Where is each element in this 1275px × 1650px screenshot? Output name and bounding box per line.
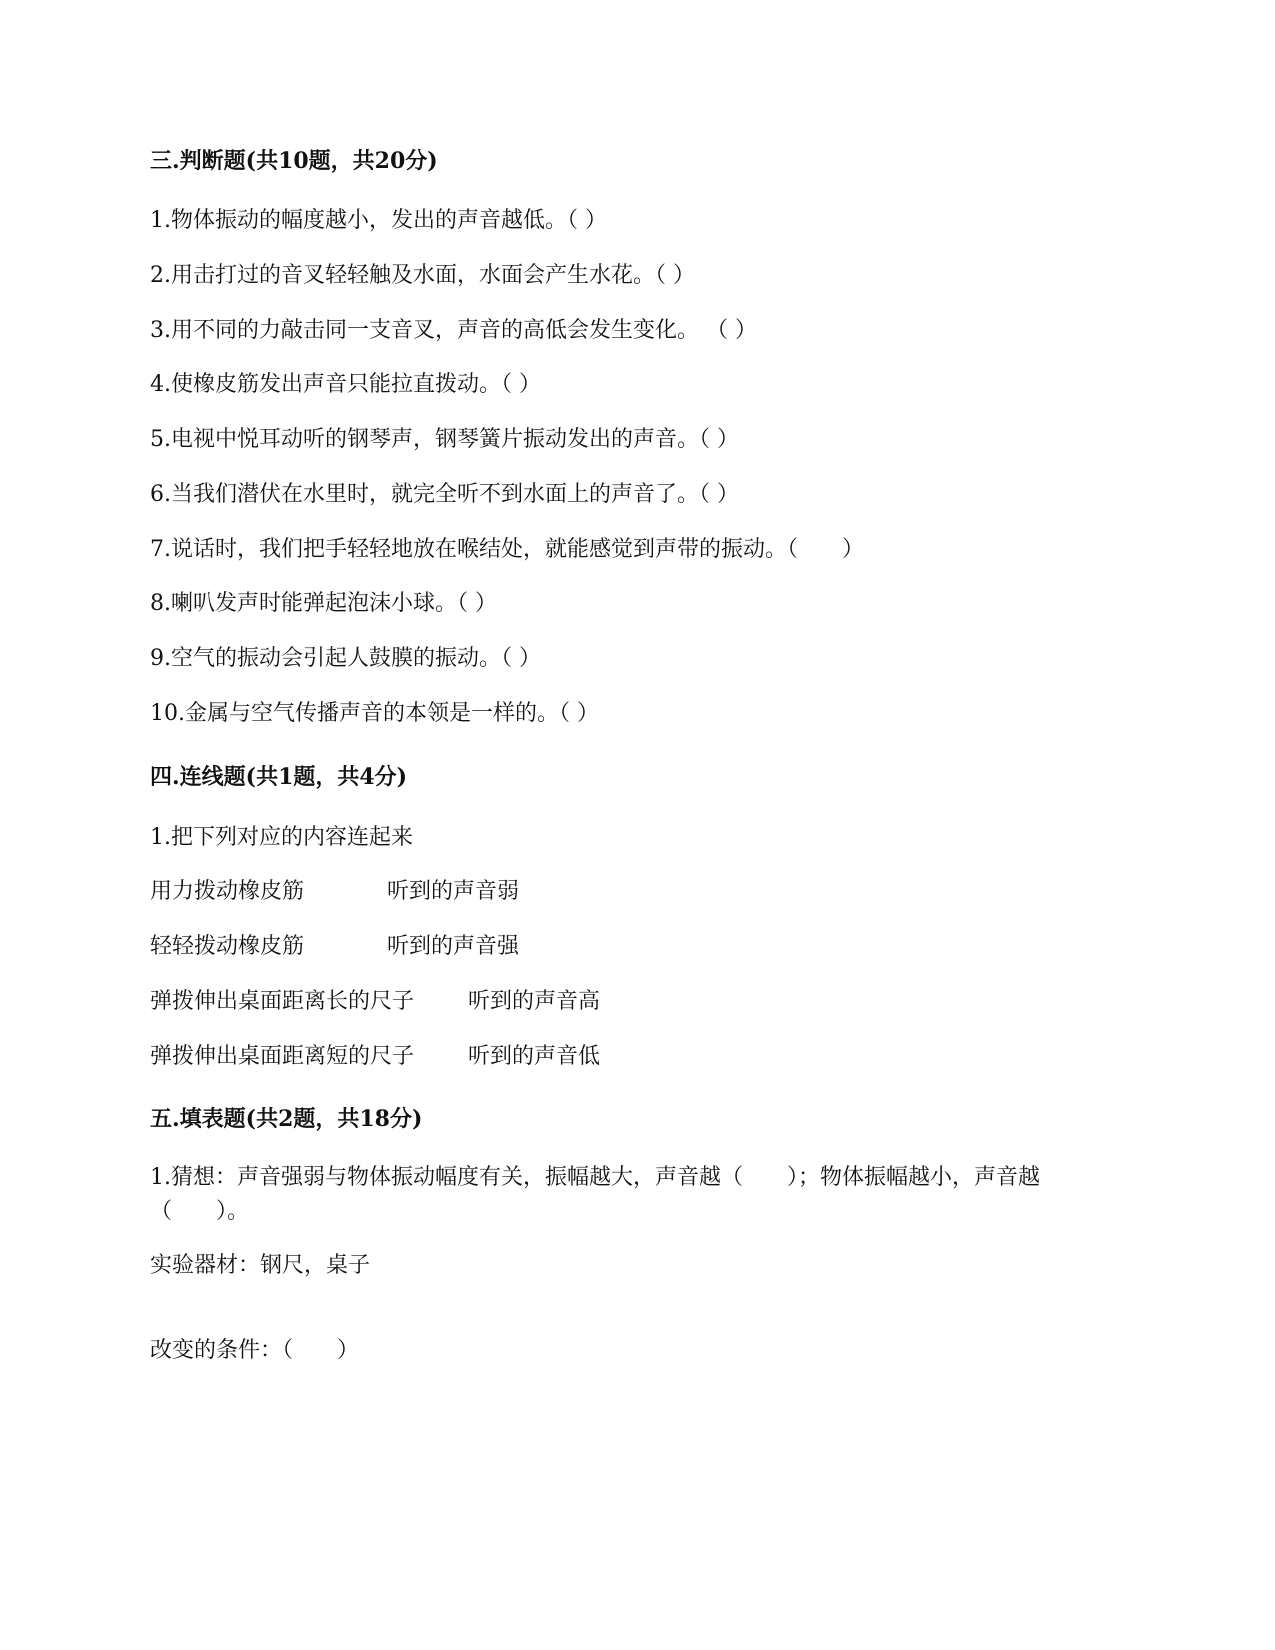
matching-left-3: 弹拨伸出桌面距离长的尺子 xyxy=(150,989,415,1014)
matching-left-1: 用力拨动橡皮筋 xyxy=(150,879,305,904)
changed-condition: 改变的条件：（ ） xyxy=(150,1338,360,1363)
matching-row-3 xyxy=(150,987,600,1017)
judgment-item-1: 1.物体振动的幅度越小，发出的声音越低。（ ） xyxy=(150,208,607,233)
section-4-heading: 四.连线题(共1题，共4分) xyxy=(150,764,408,790)
matching-row-1 xyxy=(150,877,519,907)
matching-left-4: 弹拨伸出桌面距离短的尺子 xyxy=(150,1044,415,1069)
judgment-item-8: 8.喇叭发声时能弹起泡沫小球。（ ） xyxy=(150,591,497,616)
section-3-heading: 三.判断题(共10题，共20分) xyxy=(150,148,438,174)
matching-right-3: 听到的声音高 xyxy=(468,989,601,1014)
judgment-item-2: 2.用击打过的音叉轻轻触及水面，水面会产生水花。（ ） xyxy=(150,263,695,288)
matching-right-1: 听到的声音弱 xyxy=(387,879,520,904)
judgment-item-7: 7.说话时，我们把手轻轻地放在喉结处，就能感觉到声带的振动。（ ） xyxy=(150,537,864,562)
judgment-item-4: 4.使橡皮筋发出声音只能拉直拨动。（ ） xyxy=(150,372,541,397)
matching-left-2: 轻轻拨动橡皮筋 xyxy=(150,934,305,959)
matching-row-2 xyxy=(150,932,519,962)
experiment-materials: 实验器材：钢尺，桌子 xyxy=(150,1253,371,1278)
fill-question-1: 1.猜想：声音强弱与物体振动幅度有关，振幅越大，声音越（ ）；物体振幅越小，声音越（ ）。 xyxy=(150,1165,1040,1224)
judgment-item-9: 9.空气的振动会引起人鼓膜的振动。（ ） xyxy=(150,646,541,671)
matching-right-2: 听到的声音强 xyxy=(387,934,520,959)
judgment-item-5: 5.电视中悦耳动听的钢琴声，钢琴簧片振动发出的声音。（ ） xyxy=(150,427,739,452)
judgment-item-6: 6.当我们潜伏在水里时，就完全听不到水面上的声音了。（ ） xyxy=(150,482,739,507)
judgment-item-10: 10.金属与空气传播声音的本领是一样的。（ ） xyxy=(150,701,599,726)
matching-right-4: 听到的声音低 xyxy=(468,1044,601,1069)
section-5-heading: 五.填表题(共2题，共18分) xyxy=(150,1106,423,1132)
matching-question: 1.把下列对应的内容连起来 xyxy=(150,825,413,850)
judgment-item-3: 3.用不同的力敲击同一支音叉，声音的高低会发生变化。 （ ） xyxy=(150,318,757,343)
matching-row-4 xyxy=(150,1042,600,1072)
